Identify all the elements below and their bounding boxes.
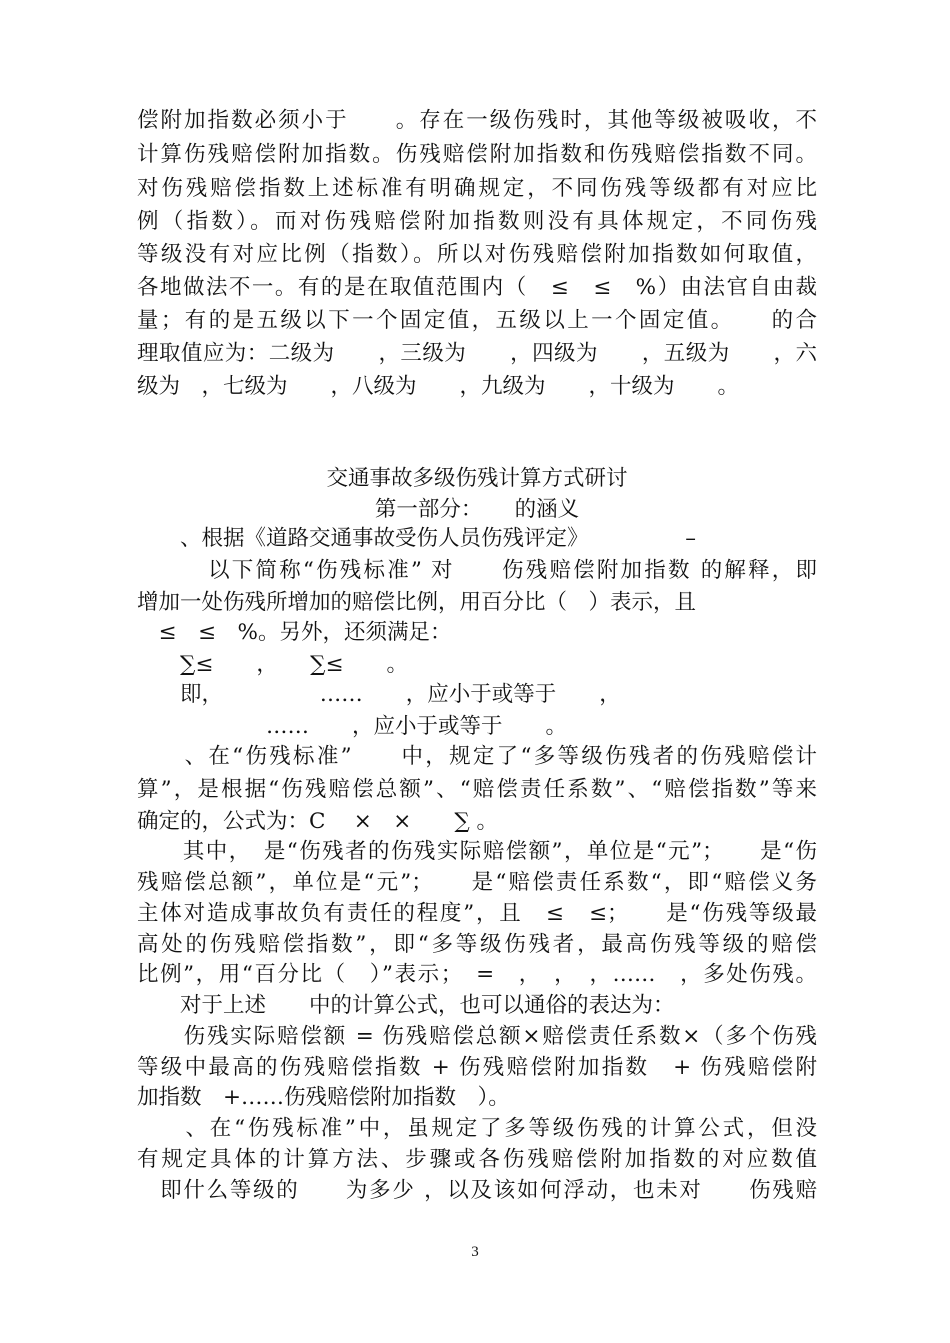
text-line: 等级中最高的伤残赔偿指数 + 伤残赔偿附加指数 + 伤残赔偿附 [137, 1055, 817, 1080]
text-line: 比例”，用“百分比（ ）”表示； = ， ， ，…… ，多处伤残。 [137, 962, 817, 987]
text-line: 伤残实际赔偿额 = 伤残赔偿总额×赔偿责任系数×（多个伤残 [137, 1024, 817, 1049]
section-subtitle: 第一部分： 的涵义 [374, 497, 580, 522]
text-line: 计算伤残赔偿附加指数。伤残赔偿附加指数和伤残赔偿指数不同。 [137, 142, 817, 167]
section-title: 交通事故多级伤残计算方式研讨 [326, 466, 628, 491]
text-line: ∑≤ ， ∑≤ 。 [137, 652, 408, 677]
text-line: 算”，是根据“伤残赔偿总额”、“赔偿责任系数”、“赔偿指数”等来 [137, 777, 817, 802]
text-line: 以下简称“伤残标准” 对 伤残赔偿附加指数 的解释，即 [137, 558, 817, 583]
text-line: 即什么等级的 为多少 ，以及该如何浮动，也未对 伤残赔 [137, 1178, 817, 1203]
text-line: 有规定具体的计算方法、步骤或各伤残赔偿附加指数的对应数值 [137, 1147, 817, 1172]
text-line: 、在“伤残标准”中，虽规定了多等级伤残的计算公式，但没 [137, 1116, 817, 1141]
text-line: 对伤残赔偿指数上述标准有明确规定，不同伤残等级都有对应比 [137, 176, 817, 201]
text-line: …… ，应小于或等于 。 [137, 714, 568, 739]
text-line: 量；有的是五级以下一个固定值，五级以上一个固定值。 的合 [137, 308, 817, 333]
text-line: 即， …… ，应小于或等于 ， [137, 682, 621, 707]
text-line: 级为 ，七级为 ，八级为 ，九级为 ，十级为 。 [137, 374, 740, 399]
text-line: 对于上述 中的计算公式，也可以通俗的表达为： [137, 993, 675, 1018]
text-line: 等级没有对应比例（指数）。所以对伤残赔偿附加指数如何取值， [137, 242, 817, 267]
text-line: 增加一处伤残所增加的赔偿比例，用百分比（ ）表示，且 [137, 590, 697, 615]
text-line: 其中， 是“伤残者的伤残实际赔偿额”，单位是“元”； 是“伤 [137, 839, 817, 864]
text-line: 例（指数）。而对伤残赔偿附加指数则没有具体规定，不同伤残 [137, 209, 817, 234]
text-line: 偿附加指数必须小于 。存在一级伤残时，其他等级被吸收，不 [137, 108, 817, 133]
text-line: 主体对造成事故负有责任的程度”，且 ≤ ≤； 是“伤残等级最 [137, 901, 817, 926]
text-line: 各地做法不一。有的是在取值范围内（ ≤ ≤ %）由法官自由裁 [137, 275, 817, 300]
text-line: 、根据《道路交通事故受伤人员伤残评定》 – [137, 526, 697, 551]
page-number: 3 [471, 1244, 479, 1260]
text-line: 高处的伤残赔偿指数”，即“多等级伤残者，最高伤残等级的赔偿 [137, 932, 817, 957]
text-line: 、在“伤残标准” 中，规定了“多等级伤残者的伤残赔偿计 [137, 744, 817, 769]
text-line: 残赔偿总额”，单位是“元”； 是“赔偿责任系数“，即“赔偿义务 [137, 870, 817, 895]
text-line: 加指数 +……伤残赔偿附加指数 ）。 [137, 1085, 510, 1110]
text-line: ≤ ≤ %。另外，还须满足： [137, 620, 452, 645]
text-line: 确定的，公式为：C × × ∑ 。 [137, 809, 498, 834]
text-line: 理取值应为：二级为 ，三级为 ，四级为 ，五级为 ，六 [137, 341, 817, 366]
